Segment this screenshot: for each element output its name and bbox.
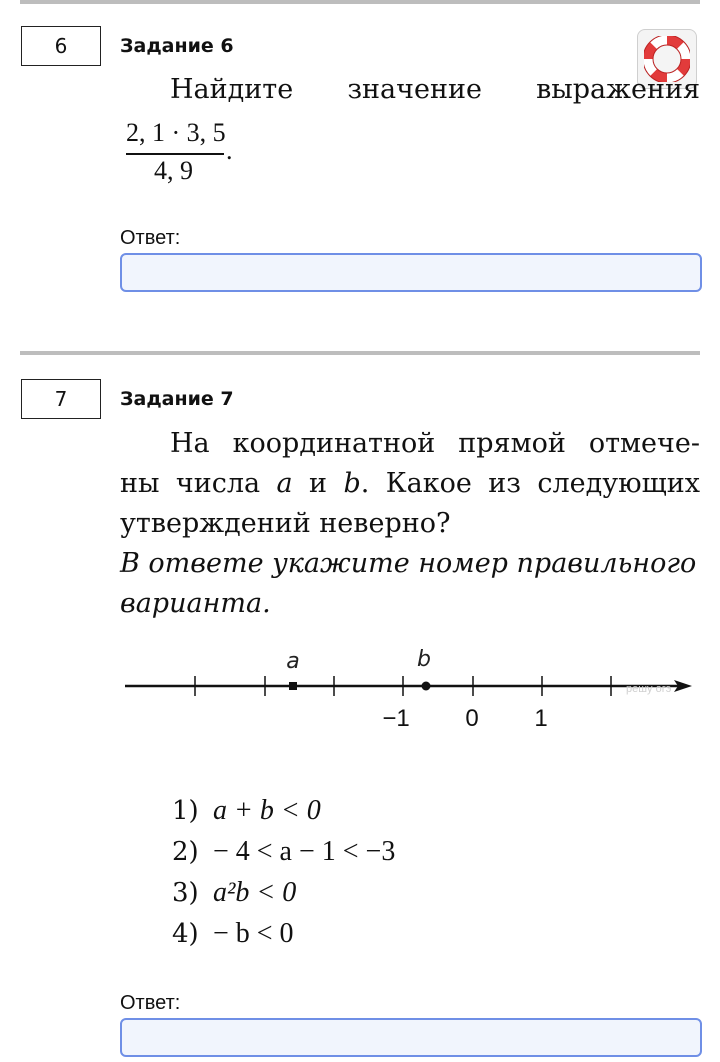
label-a: a (286, 649, 300, 674)
option-2 (172, 836, 395, 868)
point-a (289, 682, 297, 690)
task-7-hint-1: В ответе укажите номер правильного (120, 548, 697, 579)
var-a: a (276, 468, 293, 499)
top-divider (20, 0, 700, 4)
tick-label-minus-one: −1 (382, 705, 410, 732)
task-6-answer-input[interactable] (120, 253, 702, 292)
option-1 (172, 795, 321, 827)
task-7-answer-label: Ответ: (120, 992, 181, 1014)
tick-label-one: 1 (534, 705, 548, 732)
task-7-line-2-c: . Какое из следующих (360, 468, 700, 499)
prompt-word-1: Найдите (170, 74, 294, 105)
fraction-denominator: 4, 9 (154, 156, 193, 185)
fraction-numerator: 2, 1 · 3, 5 (126, 118, 226, 147)
option-4 (172, 918, 294, 950)
fraction-bar (126, 153, 224, 155)
point-b (422, 682, 431, 691)
option-3-number: 3) (172, 878, 199, 908)
option-4-number: 4) (172, 919, 199, 949)
option-3 (172, 877, 296, 909)
tick-label-zero: 0 (465, 705, 479, 732)
option-1-expr: a + b < 0 (212, 795, 321, 826)
task-7-line-2-b: и (292, 468, 344, 499)
number-line (0, 640, 720, 740)
option-1-number: 1) (172, 796, 199, 826)
task-7-line-1 (120, 424, 700, 464)
task-7-hint-2: варианта. (120, 588, 271, 619)
option-3-expr: a²b < 0 (212, 877, 297, 908)
task-7-text (120, 424, 700, 624)
task-7-title: Задание 7 (120, 388, 234, 410)
task-7-number: 7 (21, 379, 101, 419)
task-divider (20, 351, 700, 355)
var-b: b (343, 468, 361, 499)
watermark: решу огэ (626, 683, 672, 695)
task-7-line-2 (120, 464, 700, 504)
fraction-period: . (226, 136, 233, 165)
task-6-answer-label: Ответ: (120, 227, 181, 249)
option-4-expr: − b < 0 (212, 918, 294, 949)
task-6-number: 6 (21, 26, 101, 66)
task-7-answer-input[interactable] (120, 1018, 702, 1057)
task-6-title: Задание 6 (120, 35, 234, 57)
label-b: b (417, 647, 431, 672)
task-7-line-2-a: ны числа (120, 468, 277, 499)
task-7-line-1-text: На координатной прямой отмече- (170, 428, 700, 459)
prompt-word-2: значение (347, 74, 482, 105)
option-2-number: 2) (172, 837, 199, 867)
task-6-prompt (120, 70, 700, 110)
option-2-expr: − 4 < a − 1 < −3 (212, 836, 396, 867)
task-7-line-3: утверждений неверно? (120, 508, 451, 539)
prompt-word-3: выражения (536, 74, 700, 105)
